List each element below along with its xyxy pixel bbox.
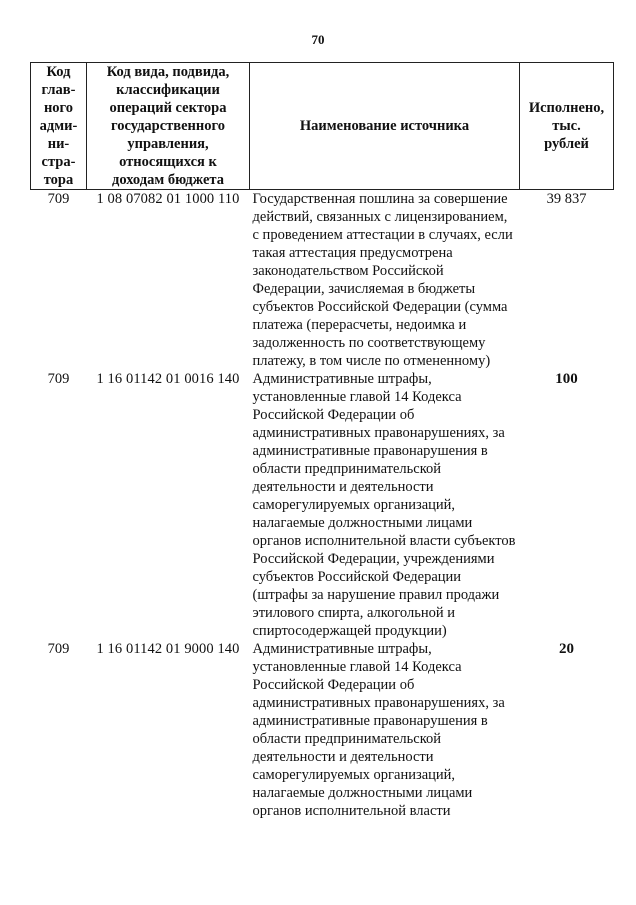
page-number: 70: [311, 32, 325, 47]
row-source-name: Административные штрафы, установленные главой 14 Кодекса Российской Федерации об административных правонарушениях, за административные правонарушения в области предпринимательской деятельности и деятельности саморегулируемых организаций, налагаемые должностными лицами органов исполнительной власти: [252, 641, 505, 819]
header-executed: Исполнено, тыс. рублей: [520, 63, 614, 190]
table-header-row: [31, 63, 614, 190]
table-row: [31, 370, 614, 640]
row-amount: 20: [559, 641, 574, 657]
row-admin-code: 709: [47, 191, 70, 207]
table-row: [31, 640, 614, 820]
table-row: [31, 190, 614, 371]
row-amount: 39 837: [546, 191, 587, 207]
revenue-table: [30, 62, 614, 820]
row-classification-code: 1 16 01142 01 0016 140: [96, 371, 240, 387]
row-admin-code: 709: [47, 641, 70, 657]
header-admin-code: Код глав- ного адми- ни- стра- тора: [31, 63, 87, 190]
row-source-name: Государственная пошлина за совершение действий, связанных с лицензированием, с проведением аттестации в случаях, если такая аттестация предусмотрена законодательством Российской Федерации, зачисляемая в бюджеты субъектов Российской Федерации (сумма платежа (перерасчеты, недоимка и задолженность по соответствующему платежу, в том числе по отмененному): [252, 191, 513, 369]
header-classification-code: Код вида, подвида, классификации операций сектора государственного управления, относящихся к доходам бюджета: [87, 63, 250, 190]
row-amount: 100: [555, 371, 578, 387]
header-source-name: Наименование источника: [250, 63, 520, 190]
row-classification-code: 1 08 07082 01 1000 110: [96, 191, 240, 207]
row-source-name: Административные штрафы, установленные главой 14 Кодекса Российской Федерации об административных правонарушениях, за административные правонарушения в области предпринимательской деятельности и деятельности саморегулируемых организаций, налагаемые должностными лицами органов исполнительной власти субъектов Российской Федерации, учреждениями субъектов Российской Федерации (штрафы за нарушение правил продажи этилового спирта, алкогольной и спиртосодержащей продукции): [252, 371, 516, 639]
row-admin-code: 709: [47, 371, 70, 387]
row-classification-code: 1 16 01142 01 9000 140: [96, 641, 240, 657]
